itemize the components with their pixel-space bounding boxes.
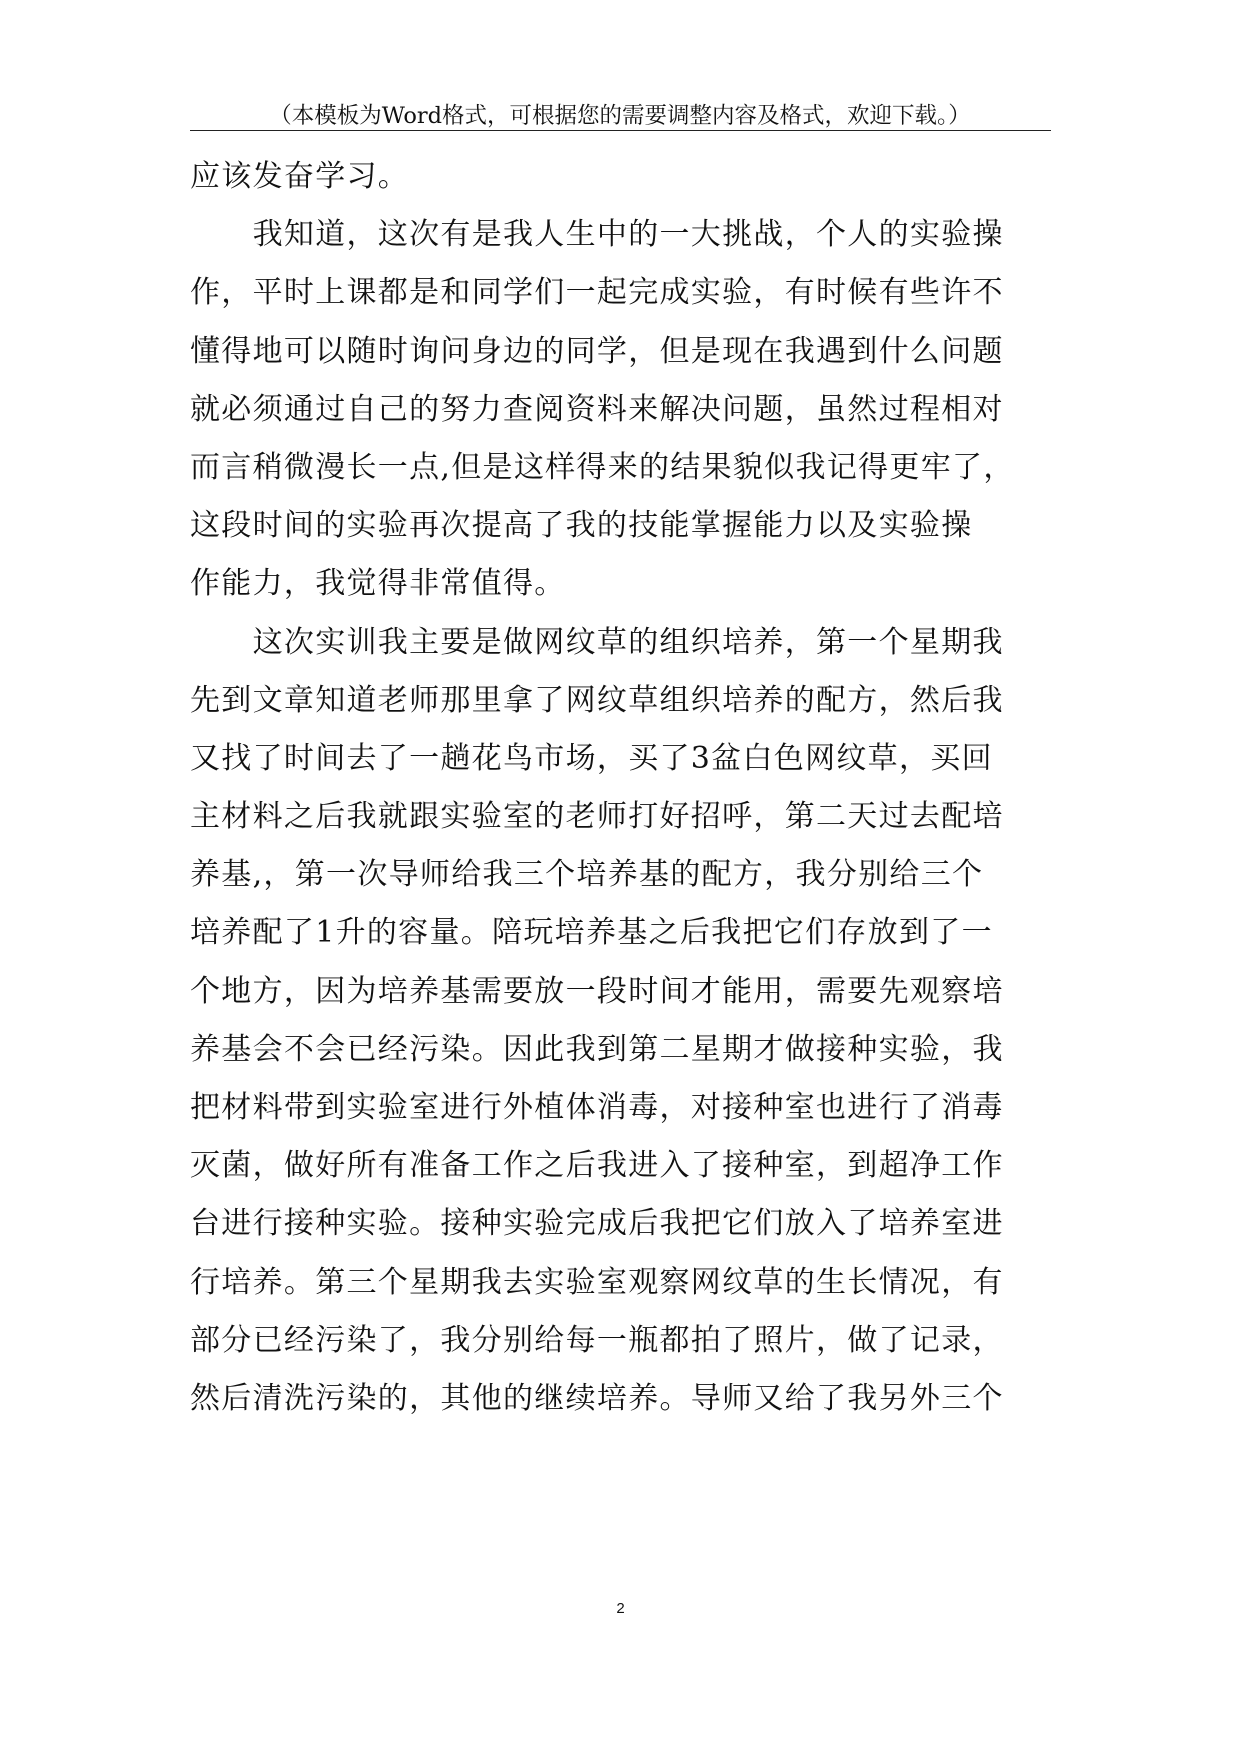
text-line: 作能力，我觉得非常值得。 xyxy=(190,566,566,602)
text-line: 养基会不会已经污染。因此我到第二星期才做接种实验，我 xyxy=(190,1031,1004,1067)
text-line: 台进行接种实验。接种实验完成后我把它们放入了培养室进 xyxy=(190,1206,1004,1242)
text-line: 又找了时间去了一趟花鸟市场，买了3盆白色网纹草，买回 xyxy=(190,740,993,776)
header-note: （本模板为Word格式，可根据您的需要调整内容及格式，欢迎下载。） xyxy=(269,103,971,129)
text-line: 就必须通过自己的努力查阅资料来解决问题，虽然过程相对 xyxy=(190,391,1004,427)
body-text xyxy=(190,148,1070,1428)
text-line: 我知道，这次有是我人生中的一大挑战，个人的实验操 xyxy=(190,217,1004,253)
text-line: 这段时间的实验再次提高了我的技能掌握能力以及实验操 xyxy=(190,508,973,544)
page-number: 2 xyxy=(616,1600,625,1617)
text-line: 个地方，因为培养基需要放一段时间才能用，需要先观察培 xyxy=(190,973,1004,1009)
text-line: 部分已经污染了，我分别给每一瓶都拍了照片，做了记录， xyxy=(190,1322,1004,1358)
header-divider xyxy=(190,130,1051,131)
text-line: 行培养。第三个星期我去实验室观察网纹草的生长情况，有 xyxy=(190,1264,1004,1300)
text-line: 这次实训我主要是做网纹草的组织培养，第一个星期我 xyxy=(190,624,1004,660)
text-line: 先到文章知道老师那里拿了网纹草组织培养的配方，然后我 xyxy=(190,682,1004,718)
text-line: 把材料带到实验室进行外植体消毒，对接种室也进行了消毒 xyxy=(190,1090,1004,1125)
text-line: 灭菌，做好所有准备工作之后我进入了接种室，到超净工作 xyxy=(190,1148,1004,1184)
text-line: 然后清洗污染的，其他的继续培养。导师又给了我另外三个 xyxy=(190,1380,1004,1416)
text-line: 懂得地可以随时询问身边的同学，但是现在我遇到什么问题 xyxy=(190,333,1004,369)
text-line: 主材料之后我就跟实验室的老师打好招呼，第二天过去配培 xyxy=(190,799,1004,835)
text-line: 应该发奋学习。 xyxy=(190,159,410,194)
text-line: 养基,，第一次导师给我三个培养基的配方，我分别给三个 xyxy=(190,857,984,893)
text-line: 培养配了1升的容量。陪玩培养基之后我把它们存放到了一 xyxy=(190,915,993,951)
text-line: 而言稍微漫长一点,但是这样得来的结果貌似我记得更牢了， xyxy=(190,449,1015,485)
text-line: 作，平时上课都是和同学们一起完成实验，有时候有些许不 xyxy=(190,275,1004,311)
